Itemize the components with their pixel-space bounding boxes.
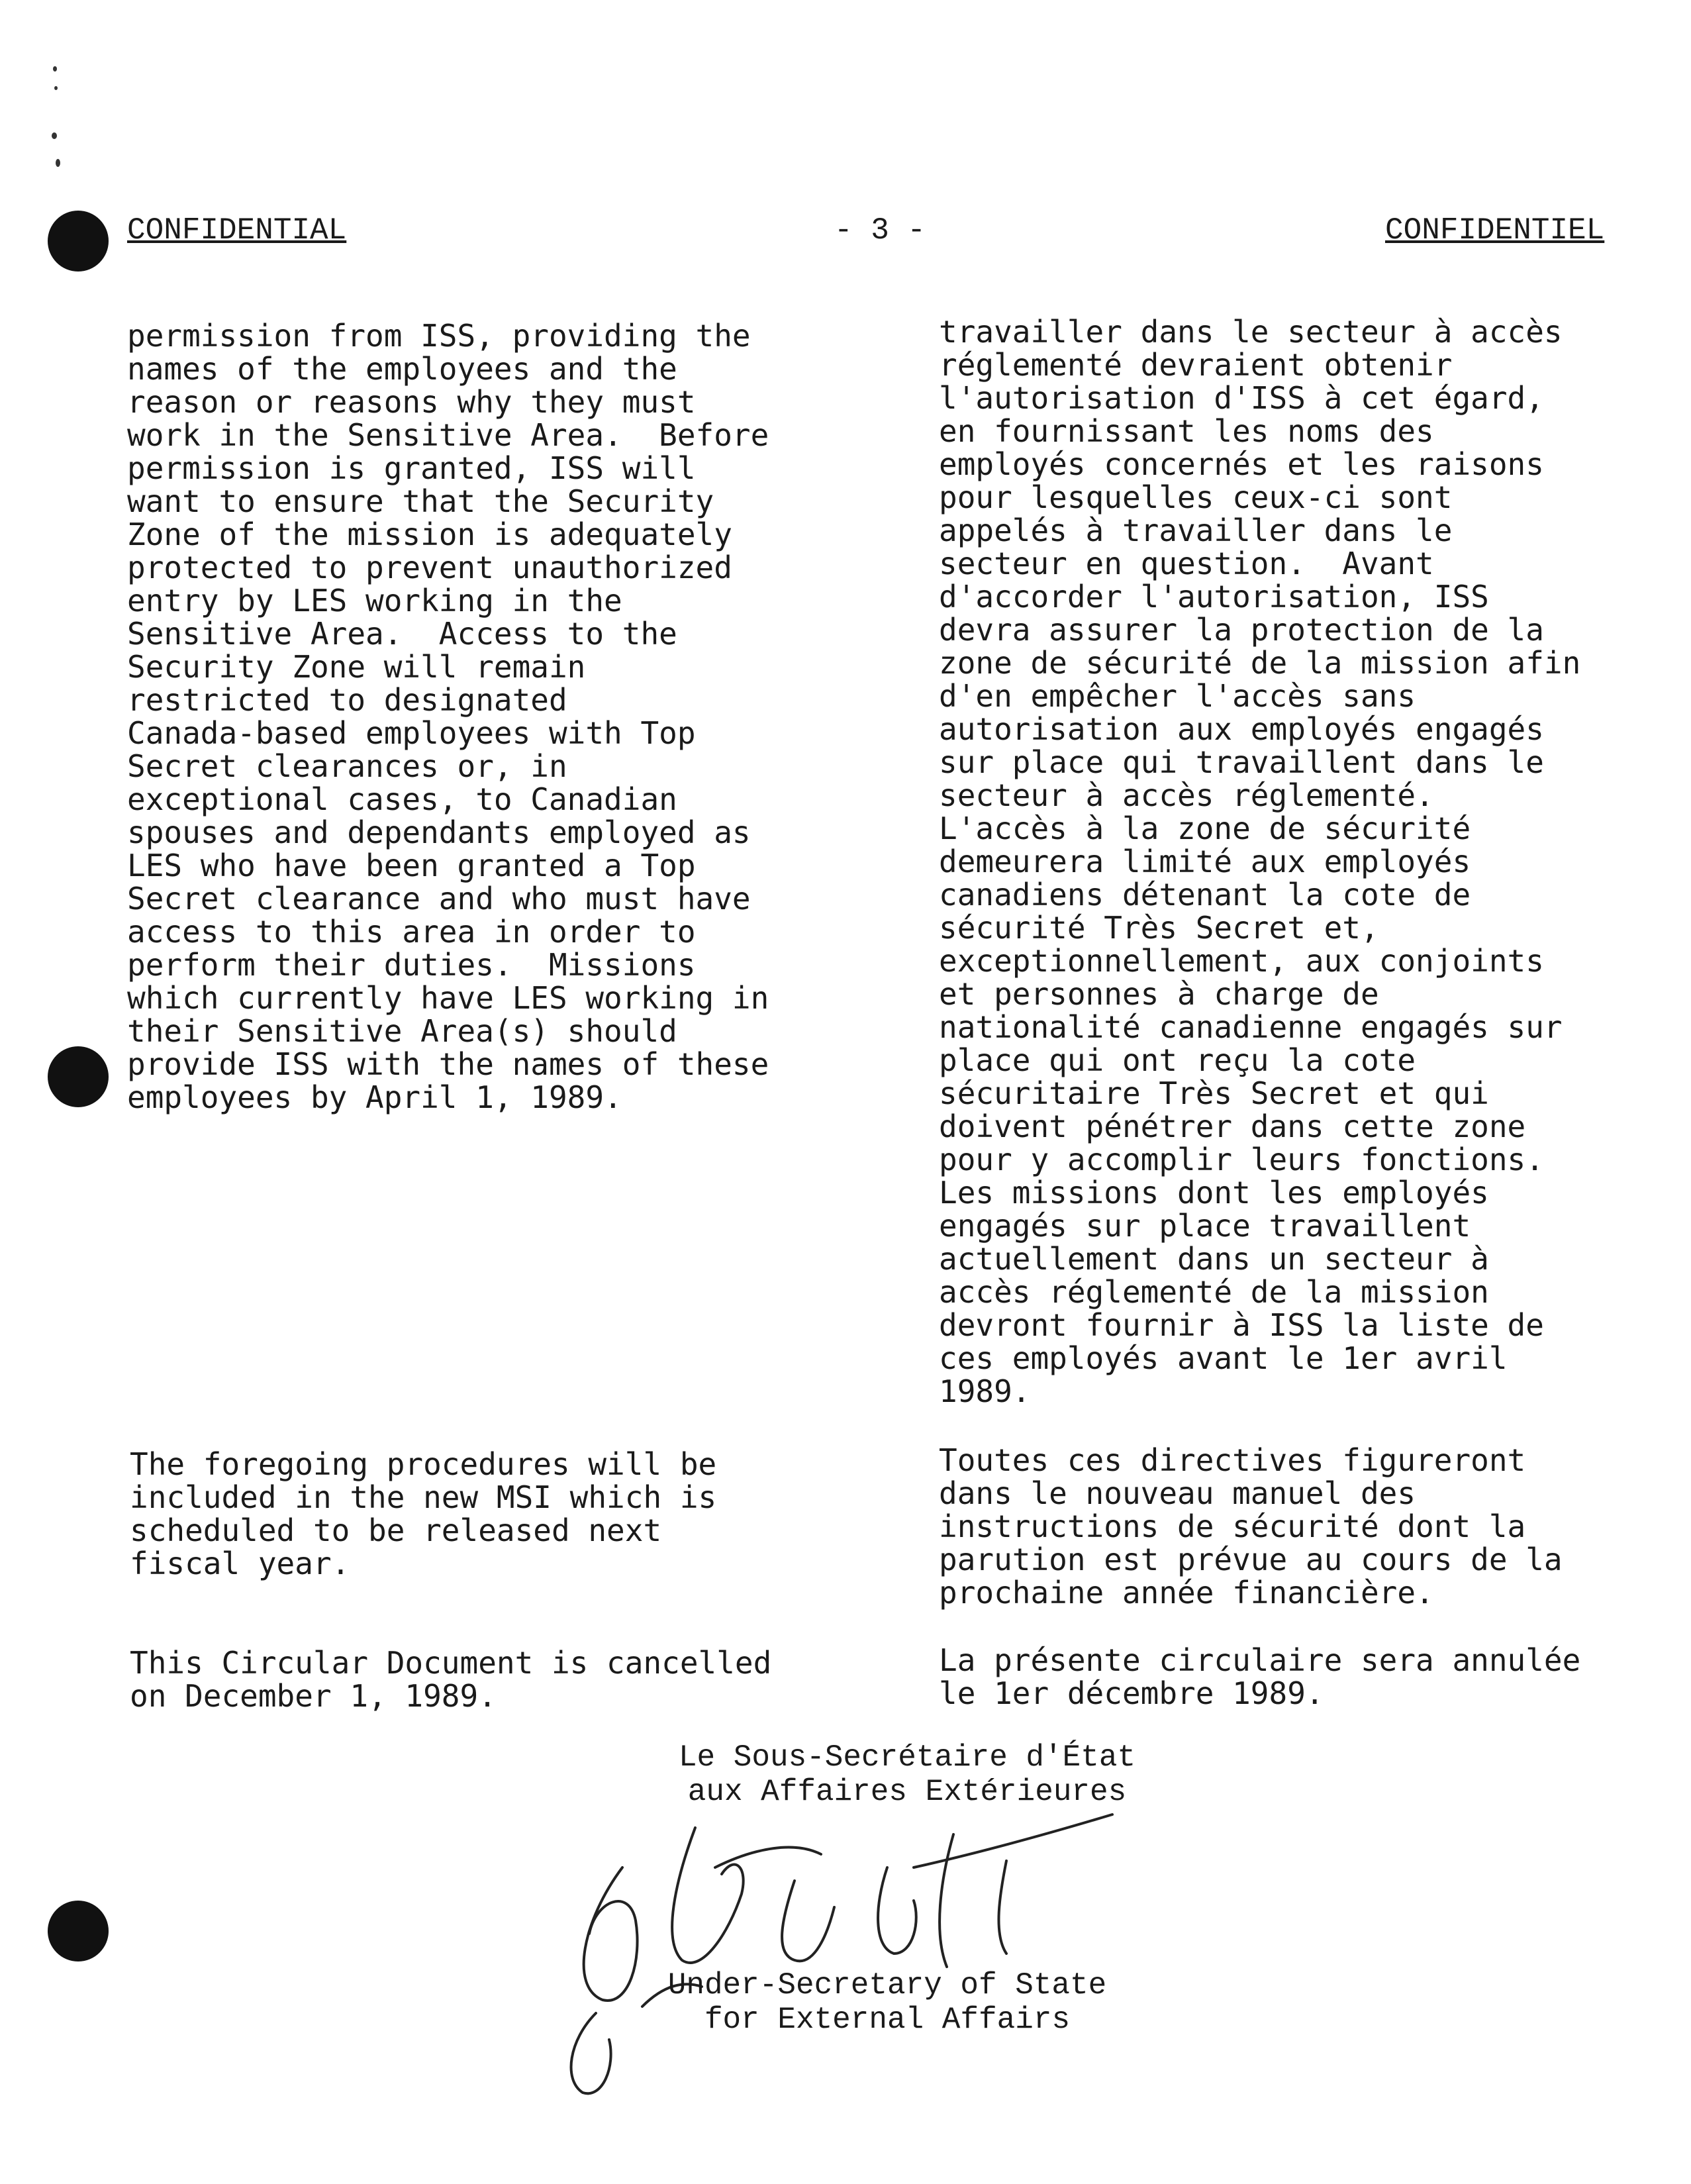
scan-speck	[53, 66, 57, 72]
punch-hole-top	[48, 211, 109, 272]
french-paragraph-2: Toutes ces directives figureront dans le nouveau manuel des instructions de sécurité dont la parution est prévue au cours de la prochaine année financière.	[939, 1442, 1563, 1611]
page-number: - 3 -	[834, 213, 926, 248]
signature-stroke	[914, 1814, 1112, 1867]
signatory-title-en: Under-Secretary of State for External Affairs	[667, 1968, 1107, 2037]
punch-hole-middle	[48, 1046, 109, 1107]
scan-speck	[56, 159, 60, 167]
signature-stroke	[878, 1867, 916, 1954]
punch-hole-bottom	[48, 1901, 109, 1961]
scan-speck	[52, 132, 57, 139]
handwritten-signature	[543, 1788, 1179, 2106]
english-paragraph-2: The foregoing procedures will be included in the new MSI which is scheduled to be released next fiscal year.	[130, 1446, 717, 1581]
classification-label-en: CONFIDENTIAL	[127, 213, 347, 248]
scan-speck	[54, 86, 58, 90]
signature-stroke	[672, 1828, 744, 1963]
signature-stroke	[571, 2013, 611, 2093]
signature-stroke	[998, 1861, 1006, 1954]
french-paragraph-3: La présente circulaire sera annulée le 1er décembre 1989.	[939, 1642, 1581, 1711]
english-paragraph-3: This Circular Document is cancelled on December 1, 1989.	[130, 1645, 772, 1714]
english-paragraph-1: permission from ISS, providing the names of the employees and the reason or reasons why they must work in the Sensitive Area. Before permission is granted, ISS will want to ensure that the Security Zone of the mission is adequately protected to prevent unauthorized entry by LES working in the Sensitive Area. Access to the Security Zone will remain restricted to designated Canada-based employees with Top Secret clearances or, in exceptional cases, to Canadian spouses and dependants employed as LES who have been granted a Top Secret clearance and who must have access to this area in order to perform their duties. Missions which currently have LES working in their Sensitive Area(s) should provide ISS with the names of these employees by April 1, 1989.	[127, 318, 769, 1115]
classification-label-fr: CONFIDENTIEL	[1385, 213, 1605, 248]
signature-stroke	[940, 1834, 953, 1967]
french-paragraph-1: travailler dans le secteur à accès réglementé devraient obtenir l'autorisation d'ISS à cet égard, en fournissant les noms des employés concernés et les raisons pour lesquelles ceux-ci sont appelés à travailler dans le secteur en question. Avant d'accorder l'autorisation, ISS devra assurer la protection de la zone de sécurité de la mission afin d'en empêcher l'accès sans autorisation aux employés engagés sur place qui travaillent dans le secteur à accès réglementé. L'accès à la zone de sécurité demeurera limité aux employés canadiens détenant la cote de sécurité Très Secret et, exceptionnellement, aux conjoints et personnes à charge de nationalité canadienne engagés sur place qui ont reçu la cote sécuritaire Très Secret et qui doivent pénétrer dans cette zone pour y accomplir leurs fonctions. Les missions dont les employés engagés sur place travaillent actuellement dans un secteur à accès réglementé de la mission devront fournir à ISS la liste de ces employés avant le 1er avril 1989.	[939, 314, 1581, 1409]
signature-stroke	[782, 1881, 834, 1961]
signatory-title-fr: Le Sous-Secrétaire d'État aux Affaires Extérieures	[678, 1740, 1136, 1809]
